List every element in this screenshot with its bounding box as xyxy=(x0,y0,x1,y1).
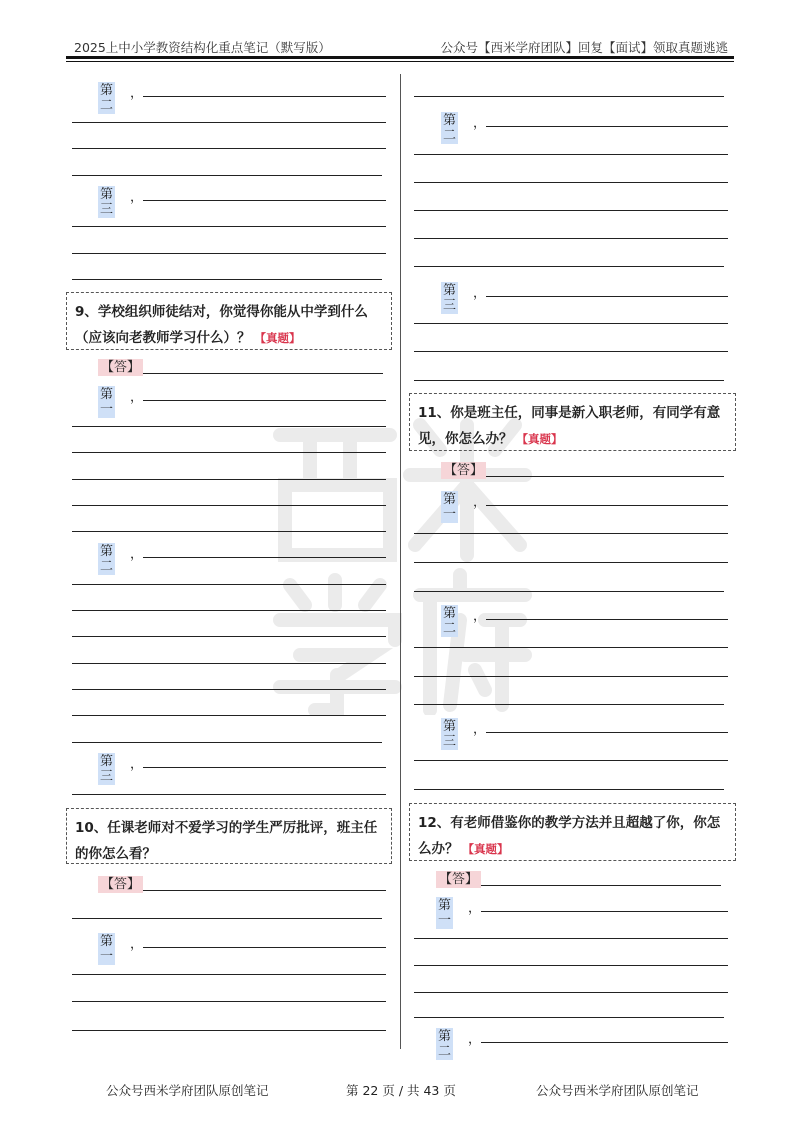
comma: ， xyxy=(130,937,144,952)
answer-line[interactable] xyxy=(143,400,386,401)
point-label-first: 第一 xyxy=(100,387,114,417)
answer-line[interactable] xyxy=(143,947,386,948)
point-label-third: 第三 xyxy=(100,754,114,784)
question-11-text: 11、你是班主任，同事是新入职老师，有同学有意见，你怎么办？ xyxy=(418,405,721,447)
answer-line[interactable] xyxy=(481,885,721,886)
comma: ， xyxy=(473,722,487,737)
answer-line[interactable] xyxy=(143,890,386,891)
answer-label: 【答】 xyxy=(98,876,143,893)
comma: ， xyxy=(473,116,487,131)
comma: ， xyxy=(473,609,487,624)
answer-line[interactable] xyxy=(414,238,728,239)
point-label-second: 第二 xyxy=(100,544,114,574)
answer-line[interactable] xyxy=(414,789,724,790)
answer-line[interactable] xyxy=(414,533,728,534)
answer-line[interactable] xyxy=(486,505,728,506)
answer-line[interactable] xyxy=(72,918,382,919)
comma: ， xyxy=(130,547,144,562)
header-title: 2025上中小学教资结构化重点笔记（默写版） xyxy=(74,40,331,55)
answer-line[interactable] xyxy=(486,732,728,733)
answer-line[interactable] xyxy=(414,647,728,648)
point-label-third: 第三 xyxy=(100,187,114,217)
answer-label: 【答】 xyxy=(441,462,486,479)
answer-line[interactable] xyxy=(486,476,724,477)
question-12-box xyxy=(409,803,736,861)
zhenti-tag: 【真题】 xyxy=(254,331,301,345)
point-label-third: 第三 xyxy=(443,719,457,749)
answer-line[interactable] xyxy=(72,531,386,532)
zhenti-tag: 【真题】 xyxy=(462,842,509,856)
answer-line[interactable] xyxy=(414,266,724,267)
answer-line[interactable] xyxy=(72,175,382,176)
point-label-first: 第一 xyxy=(443,492,457,522)
point-label-second: 第二 xyxy=(100,83,114,113)
answer-line[interactable] xyxy=(72,452,386,453)
point-label-second: 第二 xyxy=(443,606,457,636)
answer-line[interactable] xyxy=(72,148,386,149)
header-rule-thin xyxy=(66,61,734,62)
comma: ， xyxy=(473,495,487,510)
answer-line[interactable] xyxy=(414,704,724,705)
answer-line[interactable] xyxy=(414,380,724,381)
answer-line[interactable] xyxy=(414,760,728,761)
zhenti-tag: 【真题】 xyxy=(516,432,563,446)
comma: ， xyxy=(130,390,144,405)
page-number: 第 22 页 / 共 43 页 xyxy=(346,1083,456,1098)
answer-line[interactable] xyxy=(414,938,728,939)
answer-line[interactable] xyxy=(414,965,728,966)
header-rule-thick xyxy=(66,56,734,59)
answer-line[interactable] xyxy=(486,126,728,127)
point-label-second: 第二 xyxy=(438,1029,452,1059)
column-divider xyxy=(400,74,401,1049)
question-9-box xyxy=(66,292,392,350)
answer-line[interactable] xyxy=(72,253,386,254)
answer-line[interactable] xyxy=(72,1030,386,1031)
header-promo: 公众号【西米学府团队】回复【面试】领取真题逃逃 xyxy=(440,40,728,55)
answer-line[interactable] xyxy=(72,663,386,664)
answer-line[interactable] xyxy=(72,610,386,611)
answer-line[interactable] xyxy=(414,1017,724,1018)
answer-line[interactable] xyxy=(72,505,386,506)
comma: ， xyxy=(130,86,144,101)
answer-line[interactable] xyxy=(143,200,386,201)
answer-line[interactable] xyxy=(143,767,386,768)
answer-label: 【答】 xyxy=(436,871,481,888)
answer-line[interactable] xyxy=(72,742,382,743)
point-label-first: 第一 xyxy=(100,934,114,964)
answer-line[interactable] xyxy=(72,426,386,427)
answer-line[interactable] xyxy=(72,715,386,716)
answer-line[interactable] xyxy=(414,591,724,592)
question-11-box xyxy=(409,393,736,451)
answer-line[interactable] xyxy=(72,1001,386,1002)
answer-line[interactable] xyxy=(72,689,386,690)
answer-line[interactable] xyxy=(414,210,728,211)
question-10-text: 10、任课老师对不爱学习的学生严厉批评，班主任的你怎么看？ xyxy=(75,820,378,862)
answer-line[interactable] xyxy=(414,182,728,183)
answer-line[interactable] xyxy=(486,296,728,297)
answer-line[interactable] xyxy=(414,154,728,155)
answer-label: 【答】 xyxy=(98,359,143,376)
comma: ， xyxy=(130,190,144,205)
answer-line[interactable] xyxy=(481,911,728,912)
answer-line[interactable] xyxy=(414,351,728,352)
point-label-first: 第一 xyxy=(438,898,452,928)
answer-line[interactable] xyxy=(481,1042,728,1043)
answer-line[interactable] xyxy=(72,974,386,975)
answer-line[interactable] xyxy=(414,96,724,97)
question-10-box xyxy=(66,808,392,864)
footer-right: 公众号西米学府团队原创笔记 xyxy=(536,1083,699,1098)
answer-line[interactable] xyxy=(72,636,386,637)
footer-left: 公众号西米学府团队原创笔记 xyxy=(106,1083,269,1098)
answer-line[interactable] xyxy=(72,794,386,795)
comma: ， xyxy=(130,757,144,772)
answer-line[interactable] xyxy=(414,992,728,993)
comma: ， xyxy=(473,286,487,301)
point-label-third: 第三 xyxy=(443,283,457,313)
question-12-text: 12、有老师借鉴你的教学方法并且超越了你，你怎么办？ xyxy=(418,815,721,857)
answer-line[interactable] xyxy=(414,676,728,677)
point-label-second: 第二 xyxy=(443,113,457,143)
comma: ， xyxy=(468,1032,482,1047)
answer-line[interactable] xyxy=(72,479,386,480)
answer-line[interactable] xyxy=(414,323,728,324)
answer-line[interactable] xyxy=(143,557,386,558)
answer-line[interactable] xyxy=(143,96,386,97)
answer-line[interactable] xyxy=(72,279,382,280)
question-9-text: 9、学校组织师徒结对，你觉得你能从中学到什么（应该向老教师学习什么）？ xyxy=(75,304,368,346)
answer-line[interactable] xyxy=(143,373,383,374)
answer-line[interactable] xyxy=(72,122,386,123)
answer-line[interactable] xyxy=(414,562,728,563)
comma: ， xyxy=(468,901,482,916)
answer-line[interactable] xyxy=(486,619,728,620)
answer-line[interactable] xyxy=(72,584,386,585)
answer-line[interactable] xyxy=(72,226,386,227)
